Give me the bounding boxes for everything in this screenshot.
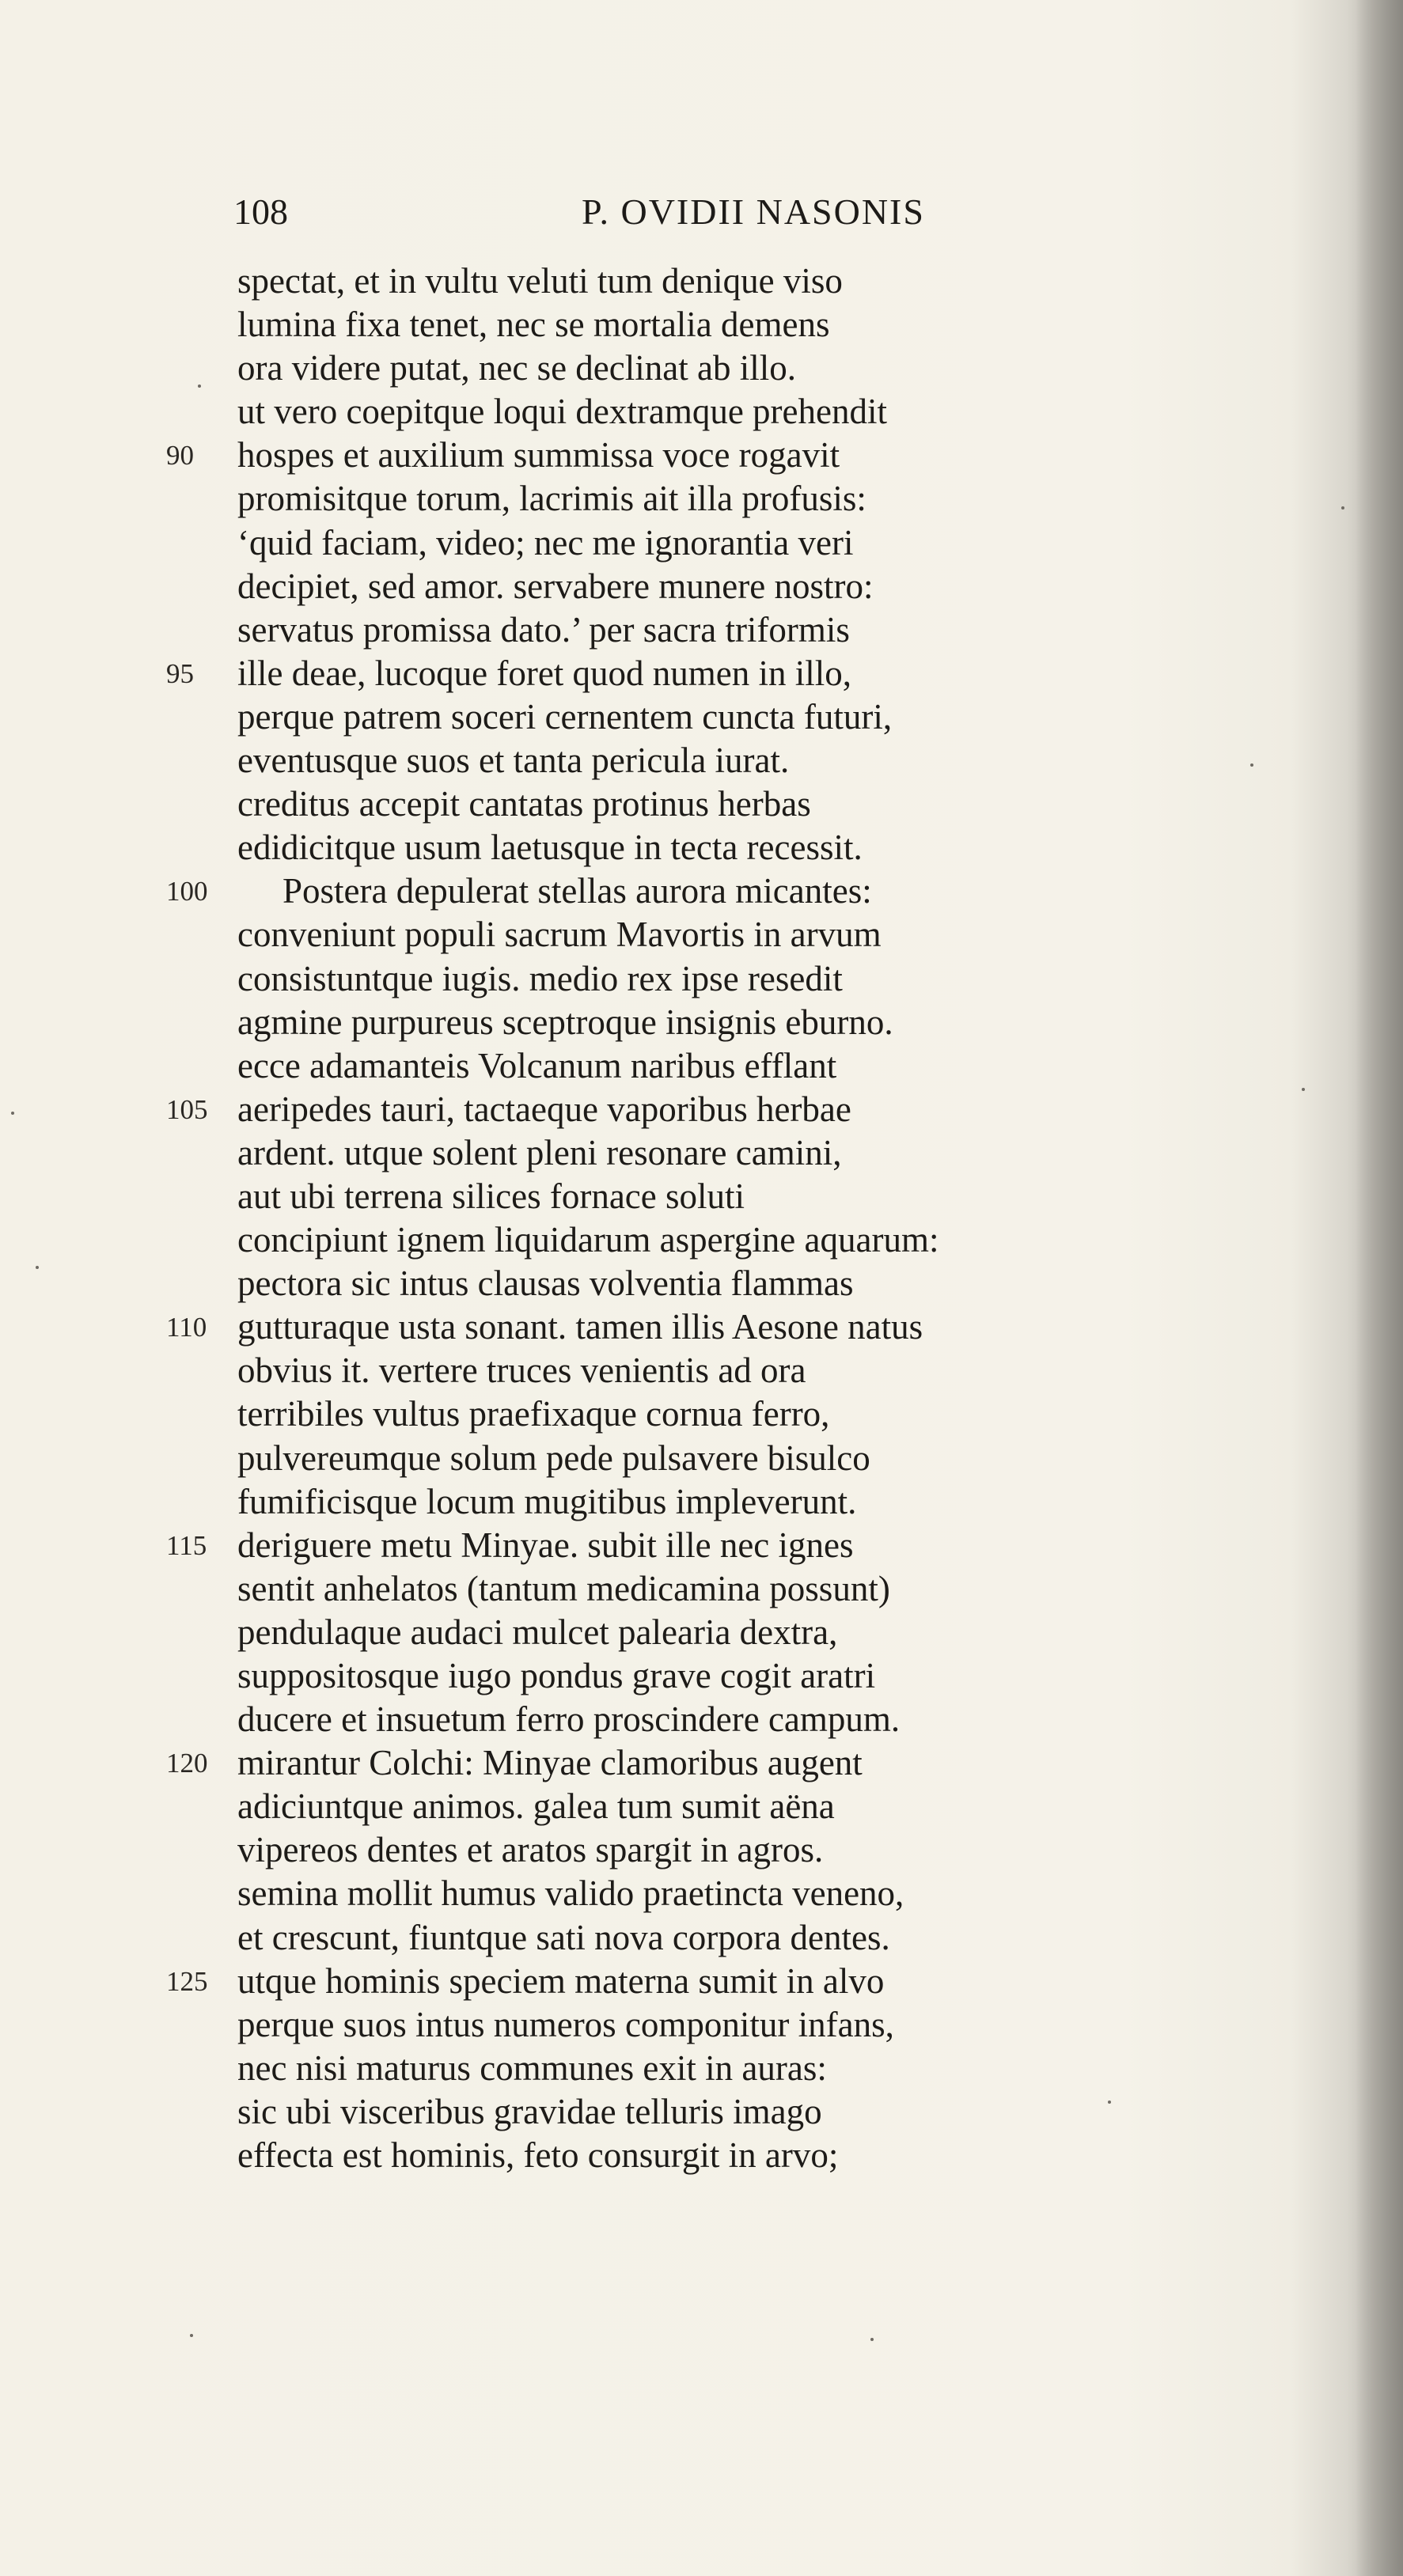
verse-line	[0, 913, 1403, 957]
verse-text: suppositosque iugo pondus grave cogit aratri	[237, 1656, 876, 1695]
line-number: 105	[166, 1093, 208, 1125]
verse-line	[0, 390, 1403, 434]
verse-text: decipiet, sed amor. servabere munere nostro:	[237, 566, 874, 606]
verse-line	[0, 608, 1403, 652]
scan-speck	[198, 385, 201, 388]
verse-line	[0, 782, 1403, 826]
scan-speck	[1108, 2101, 1111, 2104]
verse-text: pectora sic intus clausas volventia flammas	[237, 1263, 854, 1304]
verse-line	[0, 1131, 1403, 1175]
verse-line	[0, 1741, 1403, 1785]
line-number: 90	[166, 440, 194, 472]
verse-text: gutturaque usta sonant. tamen illis Aesone natus	[237, 1307, 923, 1347]
verse-line	[0, 1001, 1403, 1044]
verse-line	[0, 1088, 1403, 1131]
verse-text: ut vero coepitque loqui dextramque prehendit	[237, 392, 887, 432]
verse-line	[0, 1960, 1403, 2003]
verse-line	[0, 2090, 1403, 2134]
verse-line	[0, 695, 1403, 739]
verse-text: pulvereumque solum pede pulsavere bisulco	[237, 1438, 870, 1478]
verse-text: ille deae, lucoque foret quod numen in illo,	[237, 653, 852, 693]
verse-line	[0, 1611, 1403, 1654]
verse-text: perque patrem soceri cernentem cuncta futuri,	[237, 696, 893, 737]
verse-text: ‘quid faciam, video; nec me ignorantia veri	[237, 522, 854, 563]
verse-text: Postera depulerat stellas aurora micantes:	[282, 871, 872, 911]
scan-speck	[1250, 763, 1253, 767]
line-number: 100	[166, 876, 208, 907]
verse-text: pendulaque audaci mulcet palearia dextra,	[237, 1612, 838, 1652]
verse-text: consistuntque iugis. medio rex ipse resedit	[237, 958, 843, 998]
verse-line	[0, 565, 1403, 608]
verse-line	[0, 1480, 1403, 1524]
verse-line	[0, 1698, 1403, 1741]
line-number: 120	[166, 1748, 208, 1779]
verse-line	[0, 1175, 1403, 1218]
verse-line	[0, 1218, 1403, 1262]
verse-text: hospes et auxilium summissa voce rogavit	[237, 435, 840, 475]
verse-text: terribiles vultus praefixaque cornua ferro,	[237, 1394, 830, 1434]
verse-text: servatus promissa dato.’ per sacra triformis	[237, 609, 850, 650]
running-title: P. OVIDII NASONIS	[582, 191, 925, 232]
verse-text: nec nisi maturus communes exit in auras:	[237, 2048, 827, 2088]
verse-line	[0, 347, 1403, 390]
scan-speck	[190, 2334, 193, 2337]
scan-speck	[870, 2338, 874, 2341]
verse-text: utque hominis speciem materna sumit in alvo	[237, 1960, 885, 2001]
verse-text: et crescunt, fiuntque sati nova corpora dentes.	[237, 1917, 890, 1957]
line-number: 125	[166, 1965, 208, 1997]
verse-text: creditus accepit cantatas protinus herbas	[237, 784, 811, 824]
scan-speck	[11, 1112, 14, 1115]
verse-line	[0, 2003, 1403, 2047]
verse-text: lumina fixa tenet, nec se mortalia demens	[237, 305, 830, 345]
verse-line	[0, 869, 1403, 913]
verse-line	[0, 1872, 1403, 1915]
verse-line	[0, 477, 1403, 521]
verse-text: mirantur Colchi: Minyae clamoribus augent	[237, 1743, 863, 1783]
verse-text: edidicitque usum laetusque in tecta recessit.	[237, 828, 863, 868]
page-header	[233, 188, 1199, 236]
verse-text: ardent. utque solent pleni resonare camini,	[237, 1132, 842, 1172]
verse-line	[0, 2134, 1403, 2177]
verse-text: aeripedes tauri, tactaeque vaporibus herbae	[237, 1089, 851, 1129]
verse-text: agmine purpureus sceptroque insignis eburno.	[237, 1002, 893, 1042]
verse-line	[0, 739, 1403, 782]
scan-speck	[1302, 1088, 1305, 1091]
verse-text: sentit anhelatos (tantum medicamina possunt)	[237, 1568, 890, 1608]
verse-line	[0, 957, 1403, 1001]
verse-text: deriguere metu Minyae. subit ille nec ignes	[237, 1525, 854, 1565]
page-number: 108	[233, 191, 288, 232]
verse-text: ora videre putat, nec se declinat ab illo.	[237, 348, 796, 388]
verse-text: ducere et insuetum ferro proscindere campum.	[237, 1699, 901, 1740]
verse-text: fumificisque locum mugitibus impleverunt.	[237, 1481, 857, 1521]
verse-text: conveniunt populi sacrum Mavortis in arvum	[237, 915, 882, 955]
verse-line	[0, 303, 1403, 347]
line-number: 115	[166, 1529, 207, 1561]
verse-text: vipereos dentes et aratos spargit in agros.	[237, 1830, 824, 1870]
verse-text: concipiunt ignem liquidarum aspergine aquarum:	[237, 1220, 939, 1260]
verse-line	[0, 521, 1403, 565]
line-number: 95	[166, 657, 194, 689]
verse-line	[0, 434, 1403, 477]
verse-line	[0, 1567, 1403, 1611]
verse-text: adiciuntque animos. galea tum sumit aëna	[237, 1786, 835, 1827]
verse-text: promisitque torum, lacrimis ait illa profusis:	[237, 479, 866, 519]
verse-text: eventusque suos et tanta pericula iurat.	[237, 741, 790, 781]
verse-line	[0, 826, 1403, 869]
verse-line	[0, 1828, 1403, 1872]
scan-speck	[36, 1266, 39, 1269]
verse-text: ecce adamanteis Volcanum naribus efflant	[237, 1045, 837, 1085]
verse-line	[0, 1916, 1403, 1960]
verse-line	[0, 1437, 1403, 1480]
verse-line	[0, 1305, 1403, 1349]
verse-text: obvius it. vertere truces venientis ad ora	[237, 1351, 806, 1391]
verse-text: spectat, et in vultu veluti tum denique viso	[237, 261, 843, 301]
verse-line	[0, 2047, 1403, 2090]
verse-text: perque suos intus numeros componitur infans,	[237, 2004, 894, 2044]
verse-text: aut ubi terrena silices fornace soluti	[237, 1176, 745, 1216]
verse-line	[0, 259, 1403, 303]
verse-line	[0, 1785, 1403, 1828]
verse-line	[0, 1654, 1403, 1698]
verse-text: semina mollit humus valido praetincta veneno,	[237, 1873, 904, 1914]
verse-text: effecta est hominis, feto consurgit in arvo;	[237, 2135, 839, 2176]
verse-line	[0, 1349, 1403, 1392]
verse-line	[0, 1262, 1403, 1305]
verse-line	[0, 1524, 1403, 1567]
verse-line	[0, 1392, 1403, 1436]
verse-line	[0, 1044, 1403, 1088]
verse-text-block	[0, 259, 1403, 2177]
scan-speck	[1341, 506, 1344, 510]
verse-text: sic ubi visceribus gravidae telluris imago	[237, 2091, 822, 2131]
verse-line	[0, 652, 1403, 695]
line-number: 110	[166, 1312, 207, 1343]
